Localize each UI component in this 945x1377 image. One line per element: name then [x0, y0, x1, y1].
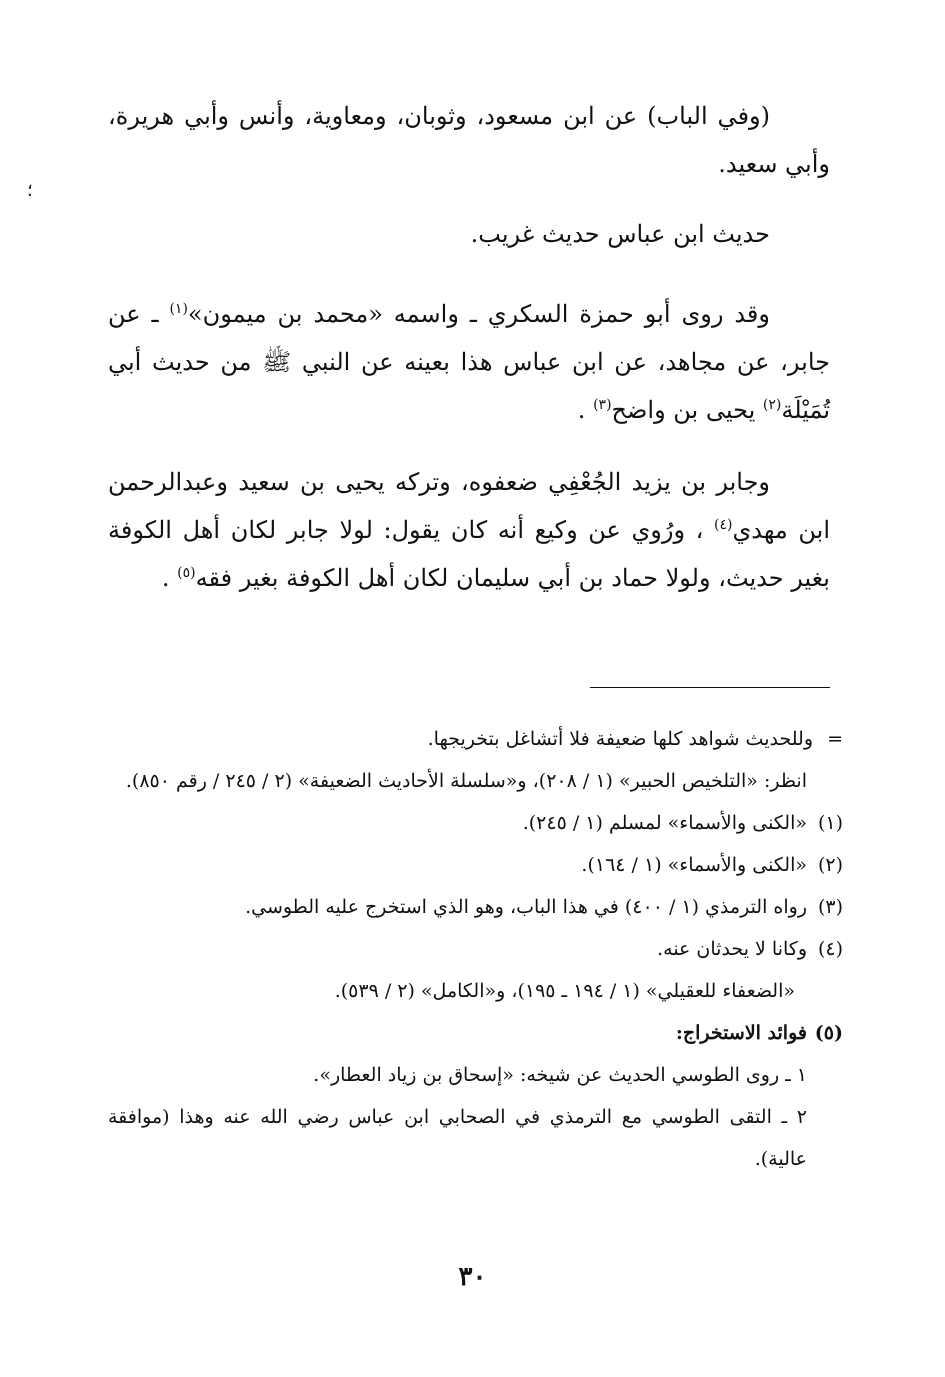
footnote-title: فوائد الاستخراج:	[675, 1022, 807, 1044]
footnote-text: وكانا لا يحدثان عنه.	[657, 938, 807, 960]
footnote-number: (١)	[817, 812, 843, 834]
footnote-continuation	[108, 718, 843, 760]
paragraph-text: حديث ابن عباس حديث غريب.	[470, 220, 770, 248]
footnote-divider	[590, 687, 830, 688]
benefit-item: ١ ـ روى الطوسي الحديث عن شيخه: «إسحاق بن زياد العطار».	[313, 1064, 807, 1086]
text-segment: .	[161, 564, 178, 592]
footnote-see-also: انظر: «التلخيص الحبير» (١ / ٢٠٨)، و«سلسلة الأحاديث الضعيفة» (٢ / ٢٤٥ / رقم ٨٥٠).	[125, 770, 807, 792]
footnote-ref-1[interactable]: (١)	[169, 301, 188, 317]
footnote-text: «الكنى والأسماء» لمسلم (١ / ٢٤٥).	[522, 812, 807, 834]
footnote-text: رواه الترمذي (١ / ٤٠٠) في هذا الباب، وهو الذي استخرج عليه الطوسي.	[245, 896, 807, 918]
footnote-text: وللحديث شواهد كلها ضعيفة فلا أتشاغل بتخريجها.	[427, 728, 813, 750]
footnote-text: «الكنى والأسماء» (١ / ١٦٤).	[581, 854, 807, 876]
text-segment: ـ عن جابر، عن مجاهد، عن ابن عباس هذا بعينه عن النبي ﷺ من حديث أبي تُمَيْلَة	[108, 300, 830, 424]
footnote-5	[108, 1012, 843, 1054]
paragraph-chapter-note	[108, 92, 830, 188]
benefit-item: ٢ ـ التقى الطوسي مع الترمذي في الصحابي ابن عباس رضي الله عنه وهذا (موافقة عالية).	[108, 1106, 807, 1170]
text-segment: وقد روى أبو حمزة السكري ـ واسمه «محمد بن ميمون»	[187, 300, 770, 328]
continuation-mark: =	[827, 728, 843, 750]
footnote-1	[108, 802, 843, 844]
text-segment: .	[577, 396, 594, 424]
margin-mark: ؛	[27, 180, 33, 201]
paragraph-text	[108, 290, 830, 434]
paragraph-grading	[108, 210, 830, 258]
text-segment: يحيى بن واضح	[611, 396, 763, 424]
footnote-number: (٤)	[817, 938, 843, 960]
footnote-ref-5[interactable]: (٥)	[177, 565, 196, 581]
footnote-2	[108, 844, 843, 886]
paragraph-narration	[108, 290, 830, 434]
footnote-number: (٥)	[814, 1022, 843, 1044]
footnote-ref-2[interactable]: (٢)	[762, 397, 782, 413]
paragraph-jabir	[108, 458, 830, 602]
footnote-number: (٢)	[817, 854, 843, 876]
footnotes-section	[108, 718, 843, 1180]
paragraph-text	[108, 458, 830, 602]
footnote-ref-4[interactable]: (٤)	[714, 517, 733, 533]
footnote-4	[108, 928, 843, 970]
footnote-number: (٣)	[817, 896, 843, 918]
footnote-ref-3[interactable]: (٣)	[593, 397, 612, 413]
page-number: ٣٠	[458, 1262, 487, 1292]
paragraph-text: (وفي الباب) عن ابن مسعود، وثوبان، ومعاوية، وأنس وأبي هريرة، وأبي سعيد.	[108, 102, 830, 178]
footnote-4-sources: «الضعفاء للعقيلي» (١ / ١٩٤ ـ ١٩٥)، و«الكامل» (٢ / ٥٣٩).	[334, 980, 795, 1002]
text-segment: ، ورُوي عن وكيع أنه كان يقول: لولا جابر لكان أهل الكوفة بغير حديث، ولولا حماد بن أبي سليمان لكان أهل الكوفة بغير فقه	[108, 516, 830, 592]
text-segment: وجابر بن يزيد الجُعْفِي ضعفوه، وتركه يحيى بن سعيد وعبدالرحمن ابن مهدي	[108, 468, 831, 544]
footnote-3	[108, 886, 843, 928]
